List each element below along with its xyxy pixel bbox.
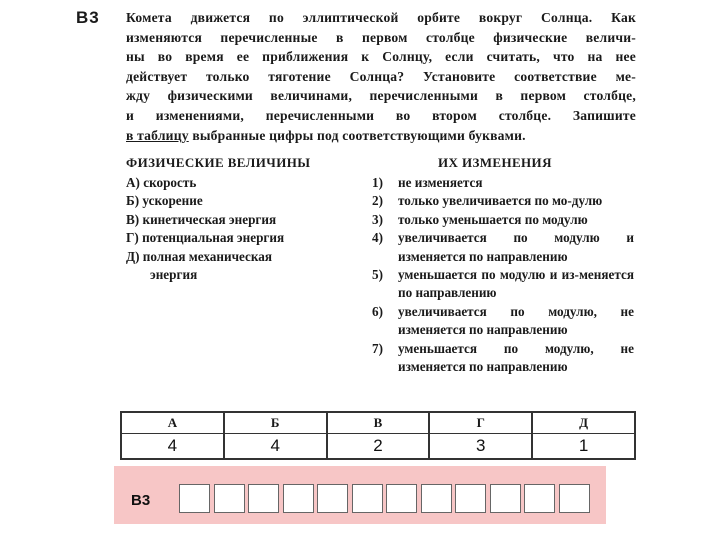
change-text: только увеличивается по мо-дулю: [398, 193, 603, 209]
answer-value-cell[interactable]: 4: [121, 434, 224, 460]
answer-box[interactable]: [490, 484, 521, 513]
change-item: [372, 340, 634, 377]
quantity-item-d-continued: энергия: [150, 267, 198, 283]
change-number: 3): [372, 211, 383, 227]
change-item: [372, 229, 634, 266]
change-text: увеличивается по модулю и изменяется по направлению: [398, 230, 634, 264]
answer-table-header-row: [121, 412, 635, 434]
change-item: [372, 211, 634, 229]
question-line-rest: выбранные цифры под соответствующими буквами.: [188, 127, 526, 143]
answer-header-cell: А: [121, 412, 224, 434]
change-text: уменьшается по модулю и из-меняется по направлению: [398, 267, 634, 301]
answer-box[interactable]: [559, 484, 590, 513]
physical-quantities-list: [126, 174, 284, 284]
quantity-item-a: А) скорость: [126, 175, 197, 190]
question-line: Комета движется по эллиптической орбите вокруг Солнца. Как: [126, 10, 636, 25]
answer-value-cell[interactable]: 2: [327, 434, 430, 460]
change-number: 5): [372, 267, 383, 283]
left-column-header: ФИЗИЧЕСКИЕ ВЕЛИЧИНЫ: [126, 155, 311, 170]
answer-box[interactable]: [386, 484, 417, 513]
change-number: 7): [372, 340, 383, 356]
question-text: [126, 8, 636, 145]
changes-list: [372, 174, 634, 376]
change-number: 1): [372, 175, 383, 190]
change-item: [372, 266, 634, 303]
answer-sheet-label: B3: [131, 492, 151, 509]
question-line-last: [126, 126, 636, 146]
answer-box[interactable]: [455, 484, 486, 513]
answer-box[interactable]: [352, 484, 383, 513]
quantity-item-d: Д) полная механическая: [126, 248, 273, 264]
quantity-item-b: Б) ускорение: [126, 193, 203, 209]
question-line: жду физическими величинами, перечисленными в первом столбце,: [126, 88, 636, 104]
underlined-phrase: в таблицу: [126, 127, 189, 143]
change-item: [372, 192, 634, 210]
question-number: B3: [76, 8, 100, 27]
answer-header-cell: Б: [224, 412, 327, 434]
answer-header-cell: Г: [429, 412, 532, 434]
change-text: уменьшается по модулю, не изменяется по направлению: [398, 340, 634, 375]
answer-sheet: [114, 466, 606, 524]
answer-table-values-row: [121, 434, 635, 460]
answer-value-cell[interactable]: 4: [224, 434, 327, 460]
change-item: [372, 174, 634, 192]
change-item: [372, 303, 634, 340]
answer-box[interactable]: [317, 484, 348, 513]
answer-boxes: [179, 484, 593, 513]
answer-header-cell: В: [327, 412, 430, 434]
answer-box[interactable]: [214, 484, 245, 513]
change-text: не изменяется: [398, 175, 483, 190]
answer-box[interactable]: [248, 484, 279, 513]
right-column-header: ИХ ИЗМЕНЕНИЯ: [438, 155, 552, 170]
question-line: действует только тяготение Солнца? Установите соответствие ме-: [126, 68, 636, 84]
change-text: увеличивается по модулю, не изменяется по направлению: [398, 303, 634, 338]
answer-value-cell[interactable]: 3: [429, 434, 532, 460]
answer-box[interactable]: [421, 484, 452, 513]
question-line: изменяются перечисленные в первом столбце физические величи-: [126, 29, 636, 45]
question-line: и изменениями, перечисленными во втором столбце. Запишите: [126, 107, 636, 123]
question-line: ны во время ее приближения к Солнцу, если считать, что на нее: [126, 49, 636, 65]
answer-table: [120, 411, 636, 460]
answer-box[interactable]: [524, 484, 555, 513]
quantity-item-g: Г) потенциальная энергия: [126, 230, 285, 246]
change-number: 4): [372, 230, 383, 246]
quantity-item-v: В) кинетическая энергия: [126, 211, 277, 227]
answer-box[interactable]: [283, 484, 314, 513]
change-number: 6): [372, 303, 383, 319]
answer-header-cell: Д: [532, 412, 635, 434]
answer-box[interactable]: [179, 484, 210, 513]
change-text: только уменьшается по модулю: [398, 211, 588, 227]
answer-value-cell[interactable]: 1: [532, 434, 635, 460]
change-number: 2): [372, 193, 383, 209]
